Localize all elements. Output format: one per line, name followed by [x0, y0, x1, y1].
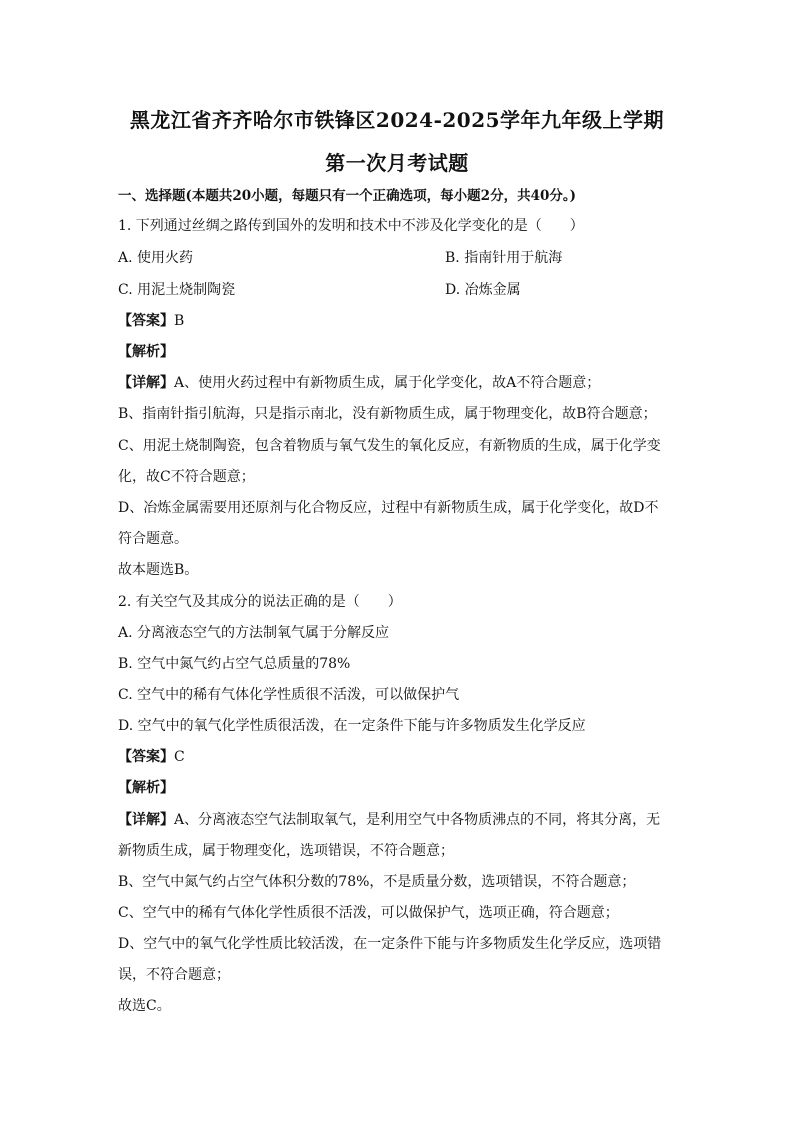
question-1-stem: 1. 下列通过丝绸之路传到国外的发明和技术中不涉及化学变化的是（ ） — [118, 218, 584, 234]
document-title-line-1: 黑龙江省齐齐哈尔市铁锋区2024-2025学年九年级上学期 — [129, 108, 665, 132]
question-1-detail-b: B、指南针指引航海，只是指示南北，没有新物质生成，属于物理变化，故B符合题意； — [118, 406, 657, 422]
question-1-detail-a — [118, 374, 600, 392]
detail-label: 【详解】 — [118, 812, 174, 828]
detail-text: A、使用火药过程中有新物质生成，属于化学变化，故A不符合题意； — [174, 375, 601, 391]
question-1-option-c: C. 用泥土烧制陶瓷 — [118, 282, 236, 298]
question-2-detail-d-line-2: 误，不符合题意； — [118, 967, 230, 983]
question-2-detail-a-line-2: 新物质生成，属于物理变化，选项错误，不符合题意； — [118, 843, 454, 859]
question-1-option-a: A. 使用火药 — [118, 250, 194, 266]
detail-text: A、分离液态空气法制取氧气，是利用空气中各物质沸点的不同，将其分离，无 — [174, 812, 661, 828]
question-1-analysis-label: 【解析】 — [118, 344, 174, 360]
question-2-option-c: C. 空气中的稀有气体化学性质很不活泼，可以做保护气 — [118, 687, 460, 703]
question-1-detail-d-line-1: D、冶炼金属需要用还原剂与化合物反应，过程中有新物质生成，属于化学变化，故D不 — [118, 500, 659, 516]
question-1-detail-c-line-1: C、用泥土烧制陶瓷，包含着物质与氧气发生的氧化反应，有新物质的生成，属于化学变 — [118, 438, 661, 454]
question-2-detail-a-line-1 — [118, 811, 660, 829]
answer-value: B — [174, 313, 185, 329]
question-1-detail-d-line-2: 符合题意。 — [118, 531, 188, 547]
question-1-option-d: D. 冶炼金属 — [445, 282, 521, 298]
question-2-stem: 2. 有关空气及其成分的说法正确的是（ ） — [118, 594, 402, 610]
question-2-detail-d-line-1: D、空气中的氧气化学性质比较活泼，在一定条件下能与许多物质发生化学反应，选项错 — [118, 936, 662, 952]
answer-label: 【答案】 — [118, 313, 174, 329]
answer-label: 【答案】 — [118, 749, 174, 765]
question-1-option-b: B. 指南针用于航海 — [445, 250, 563, 266]
question-2-analysis-label: 【解析】 — [118, 780, 174, 796]
question-2-detail-c: C、空气中的稀有气体化学性质很不活泼，可以做保护气，选项正确，符合题意； — [118, 905, 619, 921]
question-2-option-b: B. 空气中氮气约占空气总质量的78% — [118, 656, 351, 672]
document-title-line-2: 第一次月考试题 — [325, 151, 469, 175]
question-2-option-d: D. 空气中的氧气化学性质很活泼，在一定条件下能与许多物质发生化学反应 — [118, 718, 586, 734]
question-2-conclusion: 故选C。 — [118, 998, 171, 1014]
question-1-answer — [118, 312, 184, 330]
question-2-detail-b: B、空气中氮气约占空气体积分数的78%，不是质量分数，选项错误，不符合题意； — [118, 874, 636, 890]
question-1-conclusion: 故本题选B。 — [118, 562, 199, 578]
question-2-answer — [118, 748, 185, 766]
detail-label: 【详解】 — [118, 375, 174, 391]
section-heading-choice: 一、选择题(本题共20小题，每题只有一个正确选项，每小题2分，共40分。) — [118, 188, 576, 204]
question-2-option-a: A. 分离液态空气的方法制氧气属于分解反应 — [118, 625, 390, 641]
answer-value: C — [174, 749, 185, 765]
question-1-detail-c-line-2: 化，故C不符合题意； — [118, 469, 255, 485]
